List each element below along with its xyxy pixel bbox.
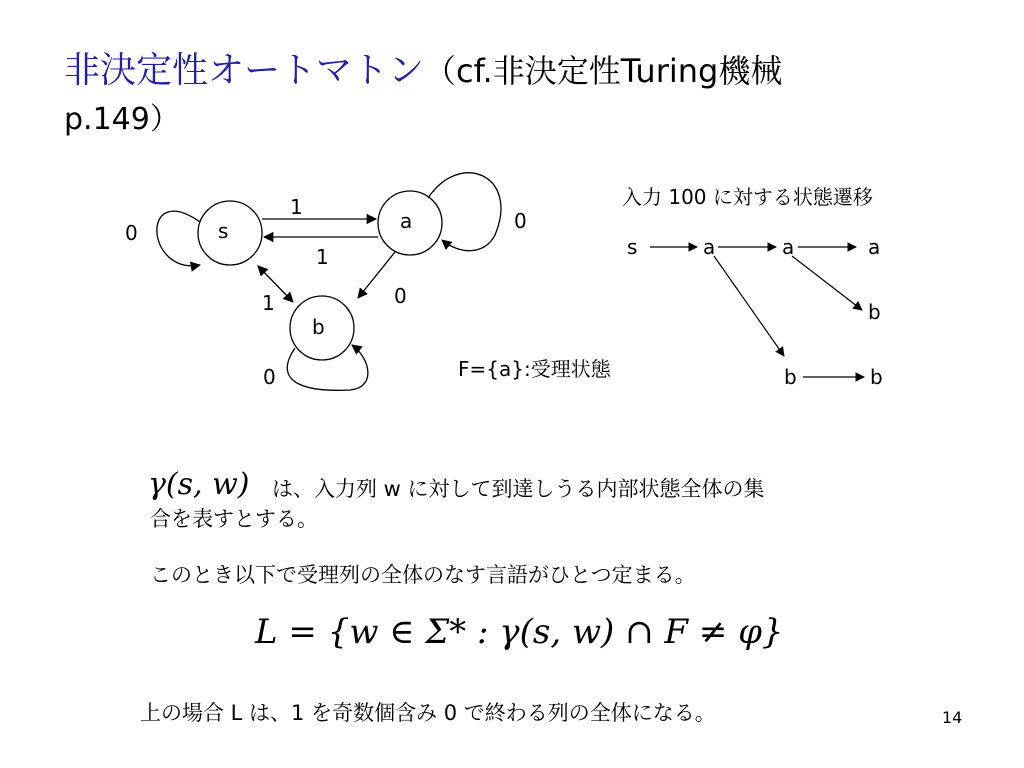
tree-node-a1: a — [703, 235, 716, 259]
state-a-label: a — [400, 209, 413, 233]
label-a-to-b: 0 — [394, 284, 407, 308]
page-number: 14 — [942, 708, 963, 727]
gamma-description-line2: 合を表すとする。 — [150, 507, 318, 531]
language-intro: このとき以下で受理列の全体のなす言語がひとつ定まる。 — [150, 563, 696, 587]
edge-a-self — [428, 173, 501, 251]
title-line2: p.149） — [64, 102, 180, 137]
language-formula: L = {w ∈ Σ* : γ(s, w) ∩ F ≠ φ} — [255, 612, 784, 652]
gamma-description-line1: は、入力列 w に対して到達しうる内部状態全体の集 — [272, 477, 765, 501]
edge-b-self — [287, 345, 368, 390]
label-b-self: 0 — [263, 365, 276, 389]
label-a-to-s: 1 — [316, 245, 329, 269]
label-s-to-a: 1 — [290, 195, 303, 219]
tree-node-a3: a — [868, 235, 881, 259]
tree-arrow-a-b-mid — [792, 256, 862, 310]
state-b-label: b — [312, 315, 325, 339]
tree-node-s: s — [627, 235, 638, 259]
conclusion-text: 上の場合 L は、1 を奇数個含み 0 で終わる列の全体になる。 — [140, 701, 716, 725]
tree-node-b-low2: b — [870, 365, 883, 389]
title-paren: （cf.非決定性Turing機械 — [424, 52, 783, 90]
accept-state-label: F={a}:受理状態 — [458, 357, 611, 381]
edge-s-self — [157, 211, 200, 266]
tree-heading: 入力 100 に対する状態遷移 — [622, 185, 873, 209]
label-s-self: 0 — [125, 221, 138, 245]
gamma-expression: γ(s, w) — [148, 467, 250, 502]
title-main: 非決定性オートマトン — [64, 50, 425, 91]
state-s-label: s — [218, 219, 229, 243]
label-a-self: 0 — [514, 209, 527, 233]
tree-node-a2: a — [782, 235, 795, 259]
edge-a-to-b — [358, 252, 395, 298]
label-b-to-s: 1 — [262, 291, 275, 315]
tree-node-b-mid: b — [868, 300, 881, 324]
state-s-circle — [198, 201, 262, 265]
tree-node-b-low1: b — [784, 365, 797, 389]
tree-arrow-a-b-low — [714, 256, 784, 356]
